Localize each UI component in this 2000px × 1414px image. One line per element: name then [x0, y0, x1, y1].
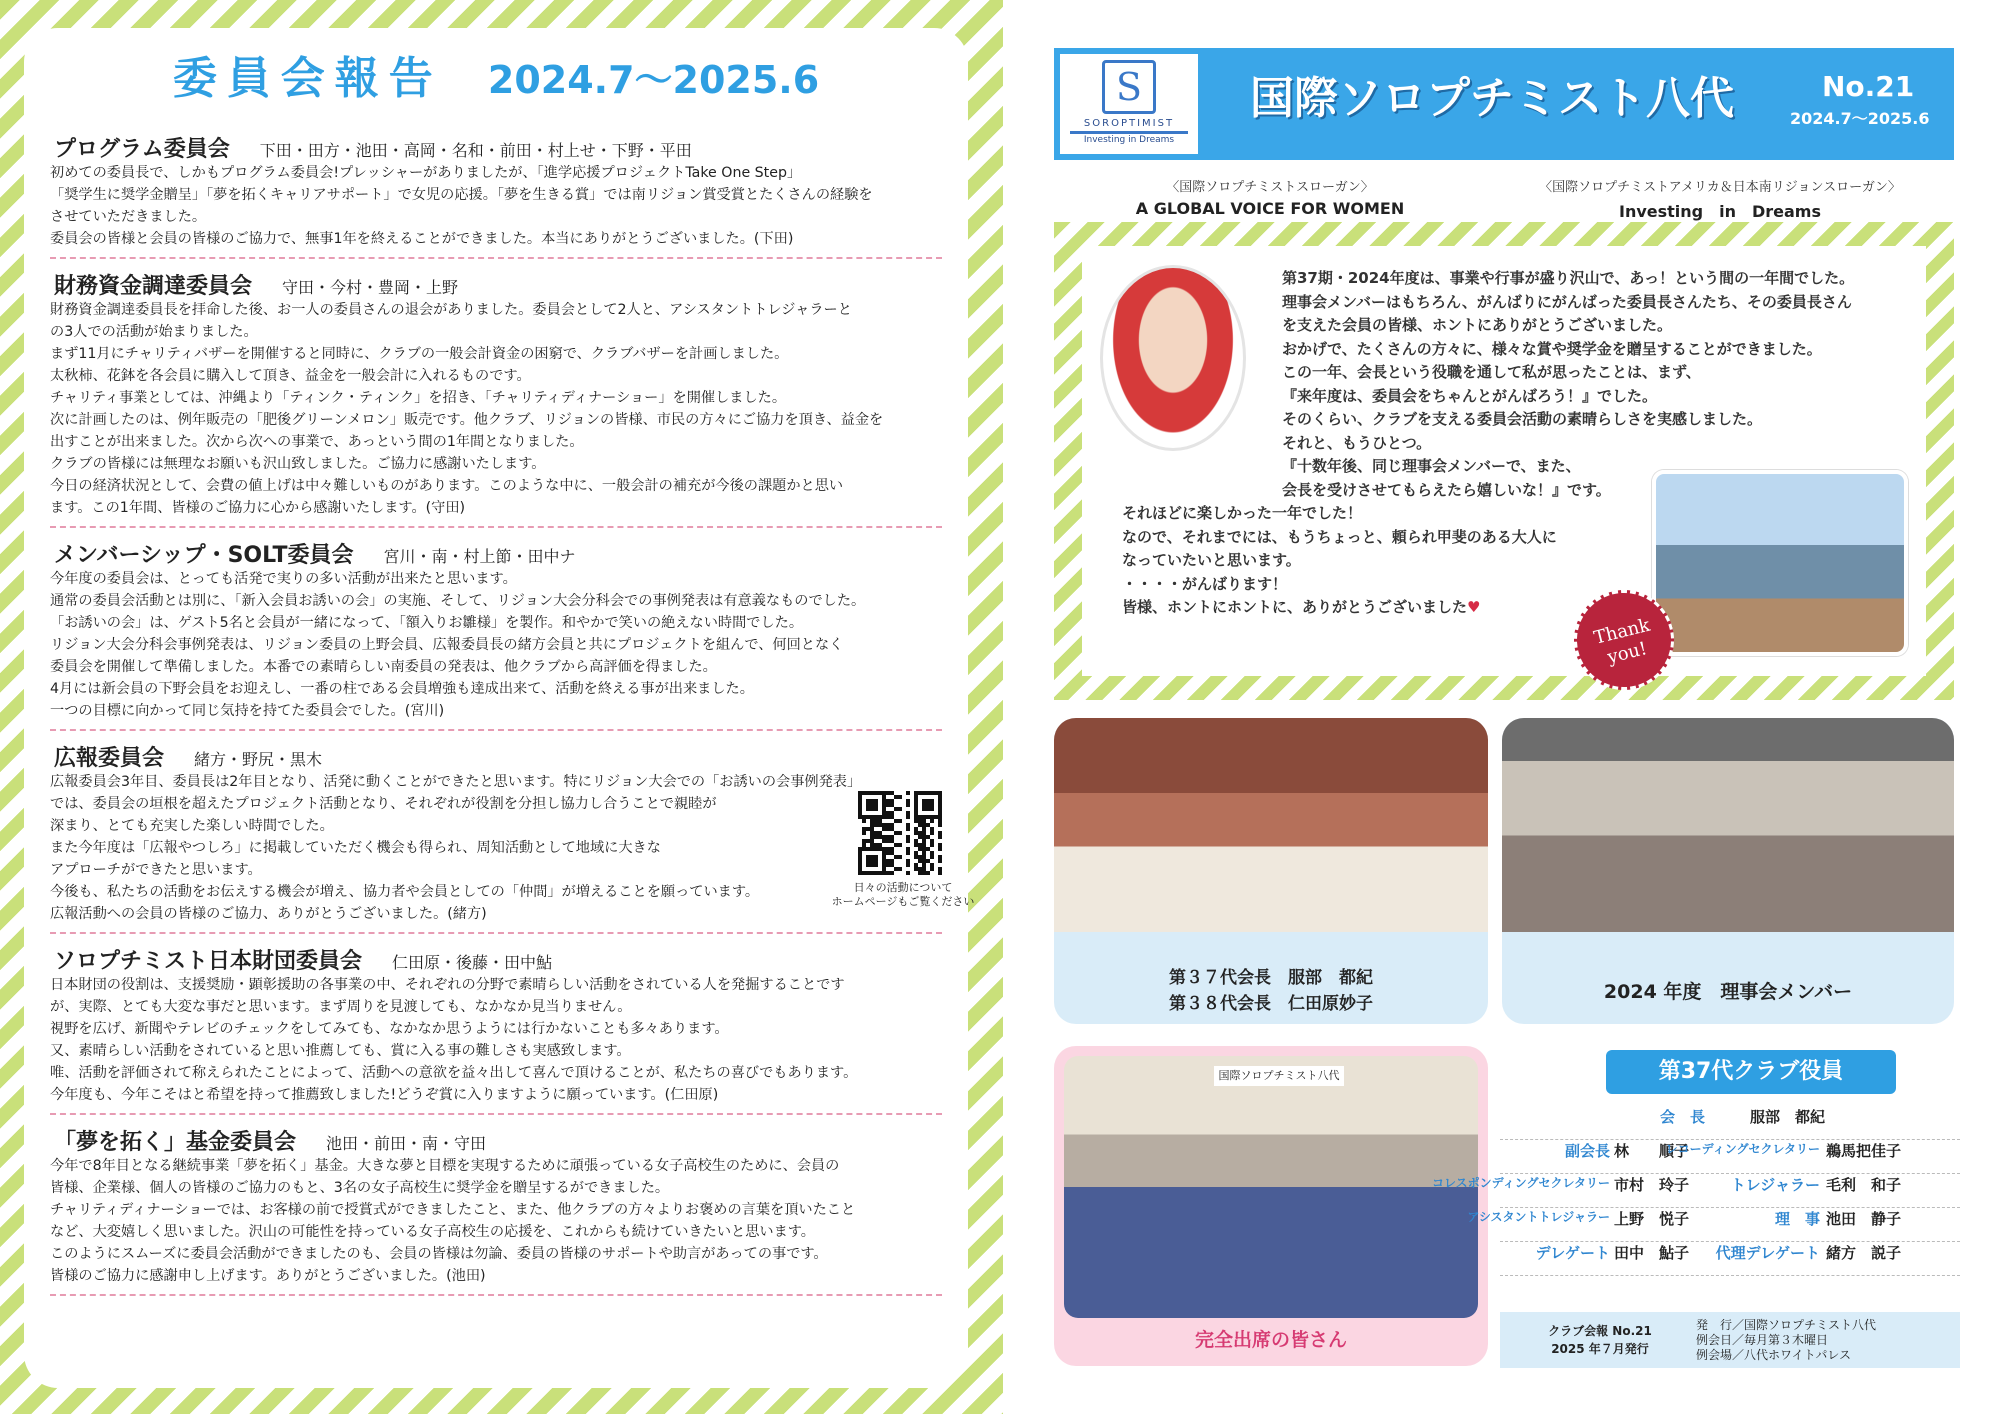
officer-name: 市村 玲子 [1614, 1176, 1690, 1194]
committee-section [50, 735, 975, 934]
committee-name: プログラム委員会 [54, 137, 230, 162]
officer-rows [1432, 1140, 1960, 1276]
message-line: この一年、会長という役職を通して私が思ったことは、まず、 [1282, 363, 1701, 381]
committee-sections [50, 126, 975, 1296]
report-line: 広報委員会3年目、委員長は2年目となり、活発に動くことができたと思います。特にリジョン大会での「お誘いの会事例発表」 [50, 774, 862, 790]
message-line: なっていたいと思います。 [1122, 551, 1301, 569]
footer-line: クラブ会報 No.21 [1548, 1324, 1652, 1338]
message-line: 『十数年後、同じ理事会メンバーで、また、 [1282, 457, 1581, 475]
report-line: 今年度の委員会は、とっても活発で実りの多い活動が出来たと思います。 [50, 571, 517, 587]
committee-section [50, 263, 942, 528]
report-line: 又、素晴らしい活動をされていると思い推薦しても、賞に入る事の難しさも実感致します。 [50, 1043, 631, 1059]
message-line: ・・・・がんばります！ [1122, 574, 1288, 593]
officer-role: 会 長 [1660, 1108, 1706, 1126]
qr-caption [828, 881, 978, 909]
report-line: など、大変嬉しく思いました。沢山の可能性を持っている女子高校生の応援を、これからも続けていきたいと思います。 [50, 1224, 815, 1240]
committee-report-panel [24, 28, 975, 1388]
officer-role: 代理デレゲート [1715, 1244, 1820, 1262]
report-line: 初めての委員長で、しかもプログラム委員会!プレッシャーがありましたが、「進学応援プロジェクトTake One Step」 [50, 165, 802, 181]
officer-name: 服部 都紀 [1750, 1108, 1826, 1126]
message-line: 会長を受けさせてもらえたら嬉しいな！』です。 [1282, 480, 1611, 499]
officer-row [1432, 1174, 1960, 1208]
officer-name: 上野 悦子 [1614, 1210, 1690, 1228]
officer-row [1500, 1242, 1960, 1276]
officer-name: 鵜馬把佳子 [1826, 1142, 1902, 1160]
report-line: また今年度は「広報やつしろ」に掲載していただく機会も得られ、周知活動として地域に大きな [50, 840, 661, 856]
officer-name: 緒方 説子 [1826, 1244, 1902, 1262]
slogan-international [1080, 176, 1460, 218]
report-line: 委員会の皆様と会員の皆様のご協力で、無事1年を終えることができました。本当にありがとうございました。(下田) [50, 231, 794, 247]
organization-title: 国際ソロプチミスト八代 [1250, 73, 1734, 124]
officer-role: トレジャラー [1730, 1176, 1820, 1194]
slogan-label: 〈国際ソロプチミストスローガン〉 [1166, 180, 1374, 195]
committee-heading [50, 1125, 942, 1155]
report-line: 皆様のご協力に感謝申し上げます。ありがとうございました。(池田) [50, 1268, 486, 1284]
officer-name: 毛利 和子 [1826, 1176, 1902, 1194]
report-line: が、実際、とても大変な事だと思います。まず周りを見渡しても、なかなか見当りません。 [50, 999, 632, 1015]
report-line: 今後も、私たちの活動をお伝えする機会が増え、協力者や会員としての「仲間」が増えることを願っています。 [50, 884, 760, 900]
photo-banner: 国際ソロプチミスト八代 [1214, 1066, 1344, 1086]
report-line: 財務資金調達委員長を拝命した後、お一人の委員さんの退会がありました。委員会として2人と、アシスタントトレジャラーと [50, 302, 852, 318]
footer-line: 発 行／国際ソロプチミスト八代 [1696, 1318, 1877, 1332]
photo-caption: 完全出席の皆さん [1194, 1329, 1347, 1351]
committee-heading [50, 538, 942, 568]
message-line: それほどに楽しかった一年でした！ [1122, 504, 1363, 522]
officer-role: コレスポンディングセクレタリー [1432, 1176, 1610, 1190]
report-line: 今年で8年目となる継続事業「夢を拓く」基金。大きな夢と目標を実現するために頑張っている女子高校生のために、会員の [50, 1158, 840, 1174]
report-line: チャリティ事業としては、沖縄より「ティンク・ティンク」を招き、「チャリティディナーショー」を開催しました。 [50, 390, 787, 406]
report-line: アプローチができたと思います。 [50, 862, 262, 878]
bulletin-footer [1500, 1312, 1960, 1368]
footer-issue [1520, 1322, 1680, 1358]
report-line: 皆様、企業様、個人の皆様のご協力のもと、3名の女子高校生に奨学金を贈呈するができました。 [50, 1180, 670, 1196]
committee-report-text [50, 974, 942, 1106]
thank-you-badge: Thank you! [1563, 579, 1684, 700]
footer-publisher [1696, 1318, 1876, 1363]
logo-tagline: Investing in Dreams [1070, 131, 1188, 145]
photo-caption: 第３７代会長 服部 都紀 [1169, 968, 1373, 988]
report-line: の3人での活動が始まりました。 [50, 324, 258, 340]
report-line: このようにスムーズに委員会活動ができましたのも、会員の皆様は勿論、委員の皆様のサポートや助言があっての事です。 [50, 1246, 828, 1262]
officer-name: 池田 静子 [1826, 1210, 1902, 1228]
report-line: リジョン大会分科会事例発表は、リジョン委員の上野会員、広報委員長の緒方会員と共にプロジェクトを組んで、何回となく [50, 637, 844, 653]
report-line: 「奨学生に奨学金贈呈」「夢を拓くキャリアサポート」で女児の応援。「夢を生きる賞」では南リジョン賞受賞とたくさんの経験を [50, 187, 873, 203]
report-line: 4月には新会員の下野会員をお迎えし、一番の柱である会員増強も達成出来て、活動を終える事が出来ました。 [50, 681, 754, 697]
qr-code-icon[interactable] [858, 791, 942, 875]
report-line: 日本財団の役割は、支援奨励・顕彰援助の各事業の中、それぞれの分野で素晴らしい活動をされている人を発掘することです [50, 977, 845, 993]
committee-name: ソロプチミスト日本財団委員会 [54, 949, 363, 974]
committee-members: 仁田原・後藤・田中鮎 [392, 953, 553, 972]
committee-members: 守田・今村・豊岡・上野 [282, 278, 459, 297]
report-line: 太秋柿、花鉢を各会員に購入して頂き、益金を一般会計に入れるものです。 [50, 368, 531, 384]
committee-name: 「夢を拓く」基金委員会 [54, 1130, 297, 1155]
footer-line: 例会日／毎月第３木曜日 [1696, 1333, 1829, 1347]
logo-s-icon: S [1102, 60, 1156, 114]
slogan-region [1500, 176, 1940, 222]
report-line: 一つの目標に向かって同じ気持を持てた委員会でした。(宮川) [50, 703, 445, 719]
report-line: チャリティディナーショーでは、お客様の前で授賞式ができましたこと、また、他クラブの方々よりお褒めの言葉を頂いたこと [50, 1202, 856, 1218]
committee-name: 広報委員会 [54, 746, 165, 771]
slogan-text: A GLOBAL VOICE FOR WOMEN [1135, 199, 1405, 218]
report-line: 次に計画したのは、例年販売の「肥後グリーンメロン」販売です。他クラブ、リジョンの皆様、市民の方々にご協力を頂き、益金を [50, 412, 884, 428]
report-line: ます。この1年間、皆様のご協力に心から感謝いたします。(守田) [50, 500, 466, 516]
message-line: 理事会メンバーはもちろん、がんばりにがんばった委員長さんたち、その委員長さん [1282, 292, 1852, 311]
committee-report-text [50, 162, 942, 250]
report-line: 深まり、とても充実した楽しい時間でした。 [50, 818, 334, 834]
officer-row [1467, 1208, 1960, 1242]
committee-heading [50, 741, 942, 771]
officer-role: 理 事 [1774, 1210, 1820, 1228]
report-line: 今日の経済状況として、会費の値上げは中々難しいものがあります。このような中に、一般会計の補充が今後の課題かと思い [50, 478, 844, 494]
officer-row [1500, 1106, 1960, 1140]
committee-name: メンバーシップ・SOLT委員会 [54, 543, 354, 568]
committee-report-text [50, 1155, 942, 1287]
report-line: 「お誘いの会」は、ゲスト5名と会員が一緒になって、「額入りお雛様」を製作。和やかで笑いの絶えない時間でした。 [50, 615, 804, 631]
officer-role: アシスタントトレジャラー [1467, 1210, 1610, 1224]
photo-card-board [1502, 718, 1954, 1024]
slogan-text: Investing in Dreams [1618, 202, 1822, 221]
committee-name: 財務資金調達委員会 [54, 274, 253, 299]
committee-heading [50, 132, 942, 162]
report-line: 唯、活動を評価されて称えられたことによって、活動への意欲を益々出して喜んで頂けることが、私たちの喜びでもあります。 [50, 1065, 858, 1081]
slogan-label: 〈国際ソロプチミストアメリカ＆日本南リジョンスローガン〉 [1539, 180, 1901, 195]
committee-heading [50, 944, 942, 974]
officer-role: レコーディングセクレタリー [1665, 1142, 1820, 1156]
presidents-photo [1054, 718, 1488, 932]
footer-line: 2025 年７月発行 [1551, 1342, 1649, 1356]
officers-list [1432, 1106, 1960, 1276]
report-line: 視野を広げ、新聞やテレビのチェックをしてみても、なかなか思うようには行かないことも多々あります。 [50, 1021, 729, 1037]
committee-report-text [50, 299, 942, 519]
message-line: それと、もうひとつ。 [1282, 433, 1432, 452]
committee-members: 下田・田方・池田・高岡・名和・前田・村上せ・下野・平田 [259, 141, 692, 160]
report-line: では、委員会の垣根を超えたプロジェクト活動となり、それぞれが役割を分担し協力し合うことで親睦が [50, 796, 717, 812]
officer-role: デレゲート [1535, 1244, 1610, 1262]
report-line: 通常の委員会活動とは別に、「新入会員お誘いの会」の実施、そして、リジョン大会分科会での事例発表は有意義なものでした。 [50, 593, 866, 609]
president-message [1122, 267, 1922, 620]
qr-caption-line: ホームページもご覧ください [831, 895, 975, 908]
photo-caption: 2024 年度 理事会メンバー [1603, 981, 1853, 1003]
issue-number: No.21 [1822, 70, 1915, 103]
qr-caption-line: 日々の活動について [853, 881, 953, 894]
officers-title: 第37代クラブ役員 [1606, 1050, 1896, 1094]
message-line: を支えた会員の皆様、ホントにありがとうございました。 [1282, 316, 1673, 334]
photo-card-attendance [1054, 1046, 1488, 1366]
footer-line: 例会場／八代ホワイトパレス [1696, 1348, 1852, 1362]
message-line: 第37期・2024年度は、事業や行事が盛り沢山で、あっ！という間の一年間でした。 [1282, 269, 1855, 287]
message-line: おかげで、たくさんの方々に、様々な賞や奨学金を贈呈することができました。 [1282, 339, 1822, 358]
officer-row [1500, 1140, 1960, 1174]
board-members-photo [1502, 718, 1954, 932]
message-line: そのくらい、クラブを支える委員会活動の素晴らしさを実感しました。 [1282, 410, 1763, 428]
officer-name: 林 順子 [1614, 1142, 1690, 1160]
report-line: 委員会を開催して準備しました。本番での素晴らしい南委員の発表は、他クラブから高評価を得ました。 [50, 659, 717, 675]
report-line: 今年度も、今年こそはと希望を持って推薦致しました!どうぞ賞に入りますように願っています。(仁田原) [50, 1087, 719, 1103]
committee-section [50, 938, 942, 1115]
report-line: 広報活動への会員の皆様のご協力、ありがとうございました。(緒方) [50, 906, 487, 922]
committee-members: 宮川・南・村上節・田中ナ [383, 547, 576, 566]
officer-name: 田中 鮎子 [1614, 1244, 1690, 1262]
report-line: クラブの皆様には無理なお願いも沢山致しました。ご協力に感謝いたします。 [50, 456, 546, 472]
committee-report-title [50, 42, 942, 126]
officer-role: 副会長 [1564, 1142, 1610, 1160]
committee-members: 池田・前田・南・守田 [326, 1134, 487, 1153]
message-line: なので、それまでには、もうちょっと、頼られ甲斐のある大人に [1122, 527, 1557, 546]
committee-section [50, 532, 942, 731]
soroptimist-logo [1060, 54, 1198, 154]
committee-section [50, 1119, 942, 1296]
full-attendance-photo [1064, 1056, 1478, 1318]
report-line: させていただきました。 [50, 209, 207, 225]
issue-period: 2024.7～2025.6 [1790, 109, 1930, 128]
photo-caption: 第３８代会長 仁田原妙子 [1169, 994, 1373, 1014]
report-period: 2024.7～2025.6 [487, 58, 820, 102]
report-line: まず11月にチャリティバザーを開催すると同時に、クラブの一般会計資金の困窮で、クラブバザーを計画しました。 [50, 346, 789, 362]
message-line: 『来年度は、委員会をちゃんとがんばろう！』でした。 [1282, 386, 1658, 405]
report-title-text: 委員会報告 [172, 53, 443, 104]
committee-heading [50, 269, 942, 299]
committee-report-text [50, 568, 942, 722]
committee-members: 緒方・野尻・黒木 [194, 750, 323, 769]
message-line: 皆様、ホントにホントに、ありがとうございました♥ [1122, 598, 1481, 616]
committee-report-text [50, 771, 942, 925]
committee-section [50, 126, 942, 259]
logo-word: SOROPTIMIST [1083, 118, 1175, 129]
report-line: 出すことが出来ました。次から次への事業で、あっという間の1年間となりました。 [50, 434, 584, 450]
photo-card-presidents [1054, 718, 1488, 1024]
